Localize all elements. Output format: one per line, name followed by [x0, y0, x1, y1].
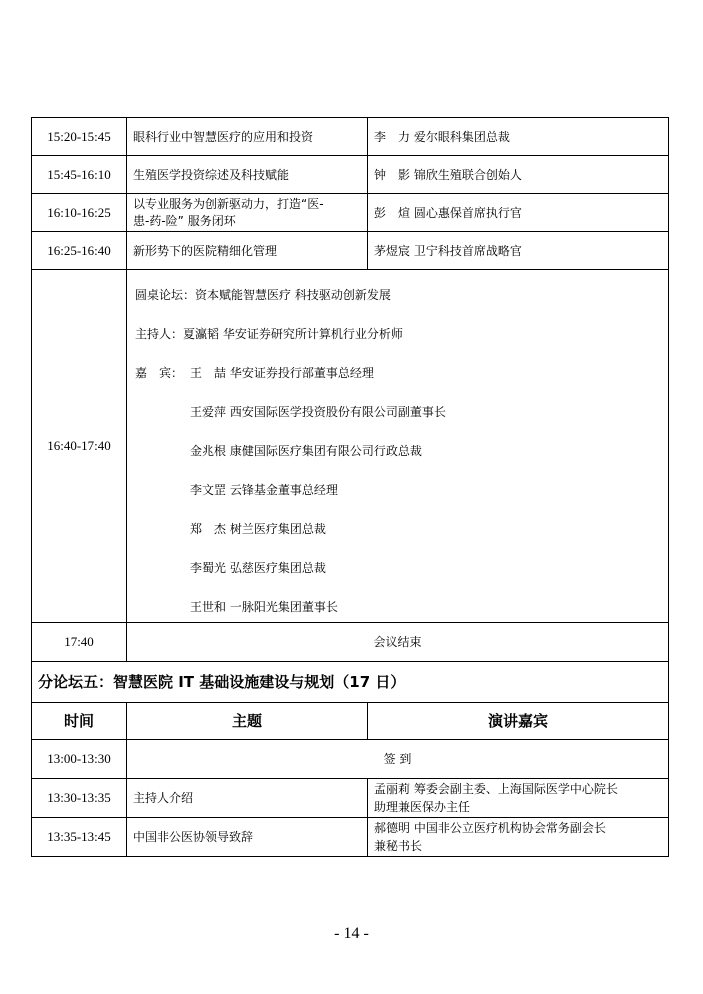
header-time	[31, 702, 127, 740]
speaker-text-line: 孟丽莉 筹委会副主委、上海国际医学中心院长	[374, 782, 618, 796]
speaker-text-line: 助理兼医保办主任	[374, 800, 471, 814]
header-speaker	[367, 702, 669, 740]
time-cell	[31, 231, 127, 270]
time-cell	[31, 622, 127, 662]
closing-cell	[126, 622, 669, 662]
panel-guest: 金兆根 康健国际医疗集团有限公司行政总裁	[190, 444, 422, 458]
time-text: 16:10-16:25	[47, 204, 111, 220]
section-title: 分论坛五：智慧医院 IT 基础设施建设与规划（17 日）	[38, 673, 406, 691]
topic-text: 眼科行业中智慧医疗的应用和投资	[133, 129, 314, 144]
speaker-text-line: 兼秘书长	[374, 839, 423, 853]
time-text: 16:40-17:40	[47, 438, 111, 453]
speaker-cell	[367, 117, 669, 156]
topic-cell	[126, 778, 368, 818]
speaker-text: 茅煜宸 卫宁科技首席战略官	[374, 243, 522, 258]
time-text: 13:00-13:30	[47, 751, 111, 766]
topic-cell	[126, 231, 368, 270]
header-speaker-text: 演讲嘉宾	[487, 712, 548, 730]
time-text: 15:45-16:10	[47, 166, 111, 182]
header-time-text: 时间	[63, 712, 94, 730]
speaker-text: 彭 煊 圆心惠保首席执行官	[374, 205, 522, 220]
agenda-table	[31, 117, 669, 857]
time-cell	[31, 269, 127, 623]
topic-text: 新形势下的医院精细化管理	[133, 243, 278, 258]
time-cell	[31, 817, 127, 857]
signin-text: 签 到	[383, 752, 412, 766]
panel-guest: 王爱萍 西安国际医学投资股份有限公司副董事长	[190, 405, 446, 419]
speaker-cell	[367, 778, 669, 818]
topic-text: 中国非公医协领导致辞	[133, 830, 254, 844]
time-text: 15:20-15:45	[47, 128, 111, 144]
panel-guest: 郑 杰 树兰医疗集团总裁	[190, 522, 326, 536]
topic-cell	[126, 193, 368, 232]
time-text: 13:30-13:35	[47, 790, 111, 805]
time-cell	[31, 155, 127, 194]
time-cell	[31, 739, 127, 779]
panel-title: 圆桌论坛：资本赋能智慧医疗 科技驱动创新发展	[135, 288, 391, 302]
page-number: - 14 -	[334, 925, 369, 942]
panel-cell	[126, 269, 669, 623]
topic-text: 主持人介绍	[133, 791, 194, 805]
time-cell	[31, 193, 127, 232]
speaker-text: 钟 影 锦欣生殖联合创始人	[374, 167, 522, 182]
speaker-cell	[367, 155, 669, 194]
time-text: 17:40	[64, 634, 94, 649]
closing-text: 会议结束	[373, 635, 422, 649]
time-text: 16:25-16:40	[47, 242, 111, 258]
header-topic	[126, 702, 368, 740]
panel-host: 主持人：夏瀛韬 华安证券研究所计算机行业分析师	[135, 327, 403, 341]
topic-cell	[126, 117, 368, 156]
panel-guest: 王世和 一脉阳光集团董事长	[190, 600, 338, 614]
signin-cell	[126, 739, 669, 779]
speaker-text: 李 力 爱尔眼科集团总裁	[374, 129, 510, 144]
speaker-cell	[367, 231, 669, 270]
topic-text: 生殖医学投资综述及科技赋能	[133, 167, 290, 182]
time-cell	[31, 778, 127, 818]
speaker-cell	[367, 193, 669, 232]
panel-guest: 李文罡 云锋基金董事总经理	[190, 483, 338, 497]
panel-guest: 王 喆 华安证券投行部董事总经理	[190, 366, 374, 380]
time-cell	[31, 117, 127, 156]
panel-guests-label: 嘉 宾：	[135, 366, 184, 380]
panel-guest: 李蜀光 弘慈医疗集团总裁	[190, 561, 326, 575]
topic-text-line: 以专业服务为创新驱动力，打造“医-	[133, 197, 324, 211]
speaker-cell	[367, 817, 669, 857]
topic-cell	[126, 817, 368, 857]
topic-text-line: 患-药-险” 服务闭环	[133, 214, 236, 228]
topic-cell	[126, 155, 368, 194]
section-title-cell	[31, 661, 669, 703]
speaker-text-line: 郝德明 中国非公立医疗机构协会常务副会长	[374, 821, 606, 835]
header-topic-text: 主题	[231, 712, 262, 730]
time-text: 13:35-13:45	[47, 829, 111, 844]
